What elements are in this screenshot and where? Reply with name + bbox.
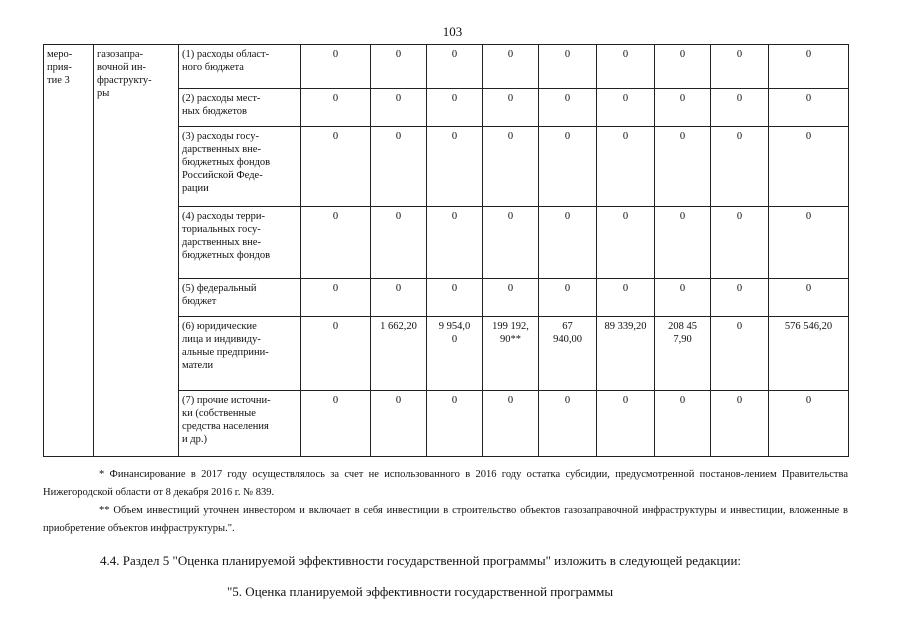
value-cell: 0: [371, 391, 427, 457]
value-cell: 0: [769, 207, 849, 279]
value-cell: 9 954,0 0: [427, 317, 483, 391]
object-cell: газозапра- вочной ин- фраструкту- ры: [94, 45, 179, 457]
footnotes: [43, 466, 848, 538]
financing-table-body: [44, 45, 849, 457]
value-cell: 208 45 7,90: [655, 317, 711, 391]
value-cell: 0: [301, 207, 371, 279]
value-cell: 0: [655, 207, 711, 279]
section-heading: "5. Оценка планируемой эффективности государственной программы: [227, 584, 614, 599]
value-cell: 0: [769, 89, 849, 127]
value-cell: 0: [539, 207, 597, 279]
value-cell: 0: [597, 279, 655, 317]
value-cell: 0: [483, 45, 539, 89]
funding-source-cell: (2) расходы мест- ных бюджетов: [179, 89, 301, 127]
value-cell: 0: [301, 89, 371, 127]
footnote-1: * Финансирование в 2017 году осуществлялось за счет не использованного в 2016 году остатка субсидии, предусмотренной постанов-лением Правительства Нижегородской области от 8 декабря 2016 г. № 839.: [43, 469, 848, 498]
value-cell: 0: [769, 45, 849, 89]
value-cell: 0: [301, 317, 371, 391]
value-cell: 0: [711, 127, 769, 207]
body-text: [0, 552, 905, 601]
value-cell: 0: [483, 279, 539, 317]
footnote-2: ** Объем инвестиций уточнен инвестором и включает в себя инвестиции в строительство объектов газозаправочной инфраструктуры и инвестиции, вложенные в приобретение объектов инфраструктуры.".: [43, 505, 848, 534]
value-cell: 0: [301, 45, 371, 89]
value-cell: 0: [427, 391, 483, 457]
value-cell: 576 546,20: [769, 317, 849, 391]
funding-source-cell: (6) юридические лица и индивиду- альные предприни- матели: [179, 317, 301, 391]
funding-source-cell: (3) расходы госу- дарственных вне- бюджетных фондов Российской Феде- рации: [179, 127, 301, 207]
value-cell: 0: [427, 89, 483, 127]
value-cell: 0: [597, 391, 655, 457]
value-cell: 0: [769, 391, 849, 457]
financing-table: [43, 44, 849, 457]
value-cell: 0: [427, 45, 483, 89]
value-cell: 0: [597, 45, 655, 89]
value-cell: 0: [371, 127, 427, 207]
funding-source-cell: (1) расходы област- ного бюджета: [179, 45, 301, 89]
value-cell: 0: [371, 45, 427, 89]
section-change-paragraph: 4.4. Раздел 5 "Оценка планируемой эффективности государственной программы" изложить в следующей редакции:: [100, 553, 742, 568]
table-row: [44, 45, 849, 89]
value-cell: 0: [301, 127, 371, 207]
value-cell: 0: [655, 391, 711, 457]
value-cell: 0: [711, 89, 769, 127]
value-cell: 0: [483, 391, 539, 457]
value-cell: 0: [655, 89, 711, 127]
value-cell: 0: [711, 391, 769, 457]
value-cell: 0: [371, 207, 427, 279]
value-cell: 0: [301, 279, 371, 317]
value-cell: 0: [597, 127, 655, 207]
value-cell: 0: [371, 279, 427, 317]
value-cell: 0: [371, 89, 427, 127]
value-cell: 0: [539, 45, 597, 89]
value-cell: 0: [301, 391, 371, 457]
value-cell: 1 662,20: [371, 317, 427, 391]
activity-cell: меро- прия- тие 3: [44, 45, 94, 457]
value-cell: 0: [427, 207, 483, 279]
value-cell: 0: [539, 279, 597, 317]
value-cell: 67 940,00: [539, 317, 597, 391]
value-cell: 0: [539, 127, 597, 207]
funding-source-cell: (4) расходы терри- ториальных госу- дарственных вне- бюджетных фондов: [179, 207, 301, 279]
value-cell: 0: [711, 279, 769, 317]
value-cell: 0: [483, 127, 539, 207]
page-number: 103: [442, 24, 463, 39]
value-cell: 0: [711, 45, 769, 89]
funding-source-cell: (5) федеральный бюджет: [179, 279, 301, 317]
value-cell: 0: [769, 279, 849, 317]
value-cell: 0: [427, 127, 483, 207]
value-cell: 0: [655, 279, 711, 317]
value-cell: 0: [539, 89, 597, 127]
value-cell: 0: [711, 317, 769, 391]
value-cell: 0: [711, 207, 769, 279]
value-cell: 0: [483, 207, 539, 279]
value-cell: 0: [655, 45, 711, 89]
value-cell: 0: [539, 391, 597, 457]
value-cell: 0: [769, 127, 849, 207]
value-cell: 0: [483, 89, 539, 127]
value-cell: 199 192, 90**: [483, 317, 539, 391]
value-cell: 0: [427, 279, 483, 317]
value-cell: 0: [597, 89, 655, 127]
value-cell: 0: [655, 127, 711, 207]
value-cell: 0: [597, 207, 655, 279]
value-cell: 89 339,20: [597, 317, 655, 391]
funding-source-cell: (7) прочие источни- ки (собственные средства населения и др.): [179, 391, 301, 457]
